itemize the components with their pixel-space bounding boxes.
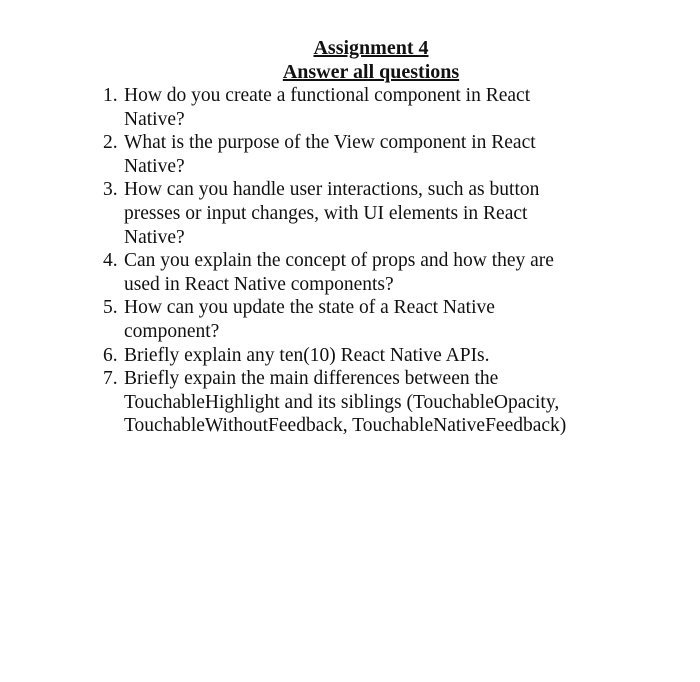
question-number: 1.	[103, 85, 118, 106]
question-item	[0, 296, 594, 343]
assignment-document	[0, 36, 700, 438]
question-line: presses or input changes, with UI elements in React	[124, 202, 528, 224]
question-item	[0, 344, 594, 368]
question-line: TouchableWithoutFeedback, TouchableNativeFeedback)	[124, 415, 567, 437]
question-line: How do you create a functional component in React	[124, 85, 531, 106]
question-line: Briefly expain the main differences between the	[124, 368, 499, 390]
assignment-title: Assignment 4	[313, 37, 429, 59]
question-list	[0, 84, 700, 438]
question-number: 2.	[103, 132, 118, 154]
question-line: What is the purpose of the View component in React	[124, 132, 536, 154]
question-item	[0, 84, 594, 131]
question-number: 6.	[103, 344, 118, 366]
question-line: TouchableHighlight and its siblings (TouchableOpacity,	[124, 391, 560, 413]
question-number: 4.	[103, 250, 118, 272]
question-number: 3.	[103, 179, 118, 201]
question-line: Native?	[124, 226, 185, 248]
assignment-subtitle: Answer all questions	[282, 61, 460, 83]
question-line: How can you handle user interactions, such as button	[124, 179, 540, 201]
question-line: Can you explain the concept of props and how they are	[124, 250, 554, 272]
question-item	[0, 249, 594, 296]
question-item	[0, 178, 594, 249]
question-line: used in React Native components?	[124, 273, 394, 295]
question-line: Native?	[124, 108, 185, 130]
question-line: Briefly explain any ten(10) React Native APIs.	[124, 344, 490, 366]
question-line: How can you update the state of a React Native	[124, 297, 495, 319]
question-item	[0, 367, 594, 438]
question-line: component?	[124, 320, 220, 342]
question-item	[0, 131, 594, 178]
question-number: 7.	[103, 368, 118, 390]
question-line: Native?	[124, 155, 185, 177]
question-number: 5.	[103, 297, 118, 319]
